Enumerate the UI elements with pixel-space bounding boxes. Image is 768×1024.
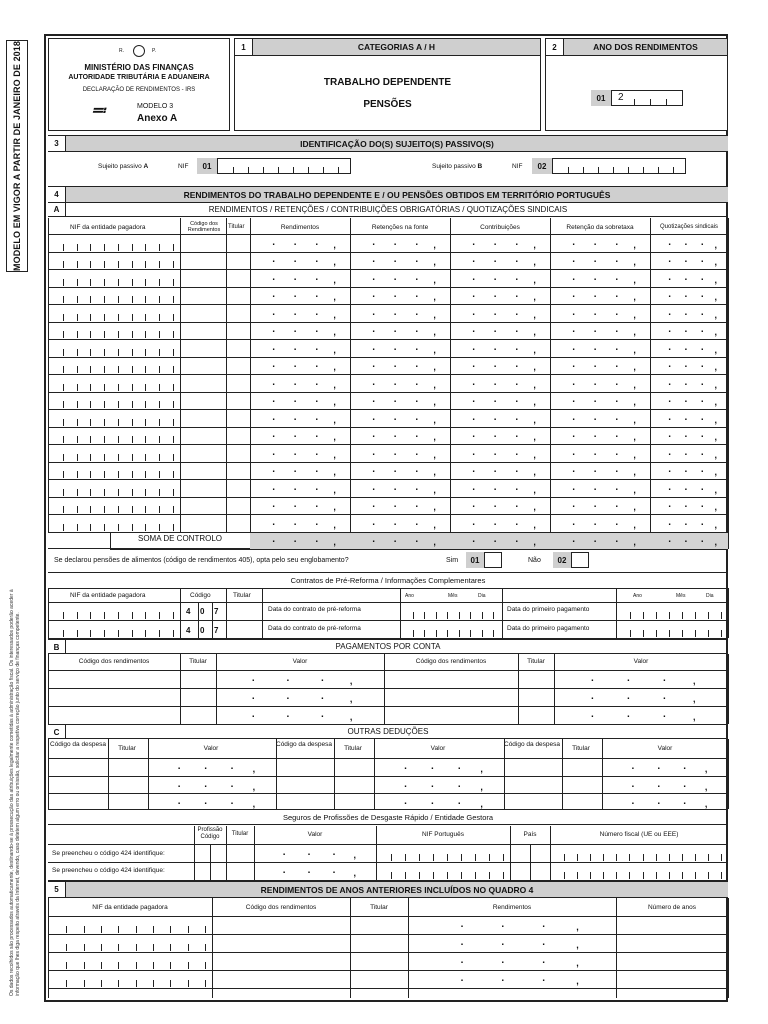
alimentos-question: Se declarou pensões de alimentos (código de rendimentos 405), opta pelo seu englobamento? xyxy=(54,557,349,564)
section-3-header: 3 IDENTIFICAÇÃO DO(S) SUJEITO(S) PASSIVO(S) xyxy=(48,135,728,152)
nif-pagadora-input[interactable] xyxy=(48,514,180,532)
nif-b-input[interactable] xyxy=(552,158,686,174)
validity-label: MODELO EM VIGOR A PARTIR DE JANEIRO DE 2018 xyxy=(6,40,28,272)
box1-categories: 1 CATEGORIAS A / H TRABALHO DEPENDENTE PENSÕES xyxy=(234,38,541,131)
nif-pagadora-input[interactable] xyxy=(48,392,180,410)
nif-pagadora-input[interactable] xyxy=(48,479,180,497)
alimentos-nao-checkbox[interactable] xyxy=(571,552,589,568)
section-4-header: 4 RENDIMENTOS DO TRABALHO DEPENDENTE E / OU PENSÕES OBTIDOS EM TERRITÓRIO PORTUGUÊS xyxy=(48,186,728,203)
nif-pagadora-input[interactable] xyxy=(48,462,180,480)
pre-reforma-title: Contratos de Pré-Reforma / Informações Complementares xyxy=(290,576,486,585)
box2-title: ANO DOS RENDIMENTOS xyxy=(564,39,727,56)
control-sum-label: SOMA DE CONTROLO xyxy=(137,534,222,543)
nif-pagadora-input[interactable] xyxy=(48,269,180,287)
box2-year: 2 ANO DOS RENDIMENTOS 01 2 xyxy=(545,38,728,131)
section-4a-header: A RENDIMENTOS / RETENÇÕES / CONTRIBUIÇÕES OBRIGATÓRIAS / QUOTIZAÇÕES SINDICAIS xyxy=(48,203,728,217)
section-5-header: 5 RENDIMENTOS DE ANOS ANTERIORES INCLUÍDOS NO QUADRO 4 xyxy=(48,881,728,898)
box1-title: CATEGORIAS A / H xyxy=(253,39,540,56)
year-input[interactable]: 2 xyxy=(611,90,683,106)
modelo-label: MODELO 3 xyxy=(137,103,174,110)
nif-a-input[interactable] xyxy=(217,158,351,174)
nif-pagadora-input[interactable] xyxy=(48,444,180,462)
nif-pagadora-input[interactable] xyxy=(48,497,180,515)
privacy-note: Os dados recolhidos são processados automaticamente, destinando-se à prossecução das atribuições legalmente cometidas à administração fiscal. Os interessados poderão aceder à informação que lhes diga respeito através da Internet, devendo, caso detetem algum erro ou omissão, solicitar a respetiva correção junto do serviço de finanças competente. xyxy=(9,589,21,996)
nif-pagadora-input[interactable] xyxy=(48,252,180,270)
nif-pagadora-input[interactable] xyxy=(48,357,180,375)
nif-pagadora-input[interactable] xyxy=(48,339,180,357)
box1-line1: TRABALHO DEPENDENTE xyxy=(323,77,452,88)
section-c-header: C OUTRAS DEDUÇÕES xyxy=(48,724,728,739)
declaration-name: DECLARAÇÃO DE RENDIMENTOS - IRS xyxy=(82,87,196,93)
box1-line2: PENSÕES xyxy=(363,99,412,110)
alimentos-sim-checkbox[interactable] xyxy=(484,552,502,568)
section-b-header: B PAGAMENTOS POR CONTA xyxy=(48,639,728,654)
nif-pagadora-input[interactable] xyxy=(48,234,180,252)
at-logo-icon: ≕ xyxy=(91,102,106,119)
nif-pagadora-input[interactable] xyxy=(48,322,180,340)
nif-pagadora-input[interactable] xyxy=(48,409,180,427)
nif-pagadora-input[interactable] xyxy=(48,427,180,445)
nif-pagadora-input[interactable] xyxy=(48,374,180,392)
authority-name: AUTORIDADE TRIBUTÁRIA E ADUANEIRA xyxy=(68,74,210,81)
nif-pagadora-input[interactable] xyxy=(48,304,180,322)
control-sum-row xyxy=(250,533,728,550)
coat-of-arms-icon xyxy=(133,45,145,57)
ministry-name: MINISTÉRIO DAS FINANÇAS xyxy=(84,63,194,72)
anexo-label: Anexo A xyxy=(137,113,178,124)
seguros-title: Seguros de Profissões de Desgaste Rápido / Entidade Gestora xyxy=(282,813,494,822)
nif-pagadora-input[interactable] xyxy=(48,287,180,305)
ministry-box: R. P. MINISTÉRIO DAS FINANÇAS AUTORIDADE TRIBUTÁRIA E ADUANEIRA DECLARAÇÃO DE RENDIMENTOS - IRS ≕ MODELO 3 Anexo A xyxy=(48,38,230,131)
